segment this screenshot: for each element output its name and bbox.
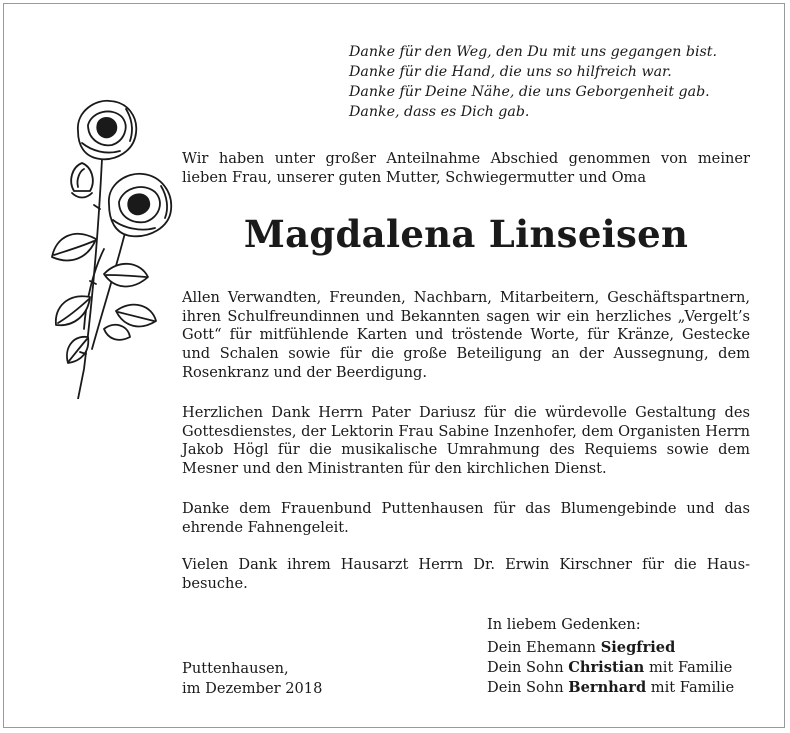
place-date — [182, 659, 322, 699]
intro-text: Wir haben unter großer Anteilnahme Abschied genommen von meiner lieben Frau, unserer guten Mutter, Schwiegermutter und Oma — [182, 150, 750, 186]
relative-name: Bernhard — [568, 679, 647, 696]
date: im Dezember 2018 — [182, 680, 323, 697]
relative-prefix: Dein Sohn — [487, 679, 564, 696]
poem-line: Danke für den Weg, den Du mit uns gegangen bist. — [349, 44, 718, 60]
relative-name: Christian — [568, 659, 645, 676]
poem-line: Danke für die Hand, die uns so hilfreich war. — [349, 64, 672, 80]
thanks-paragraph: Allen Verwandten, Freunden, Nachbarn, Mitarbeitern, Geschäftspartnern, ihren Schulfreundinnen und Bekannten sagen wir ein herzliches „Vergelt’s Gott“ für mitfühlende Karten und tröstende Worte, für Kränze, Gestecke und Schalen sowie für die große Beteiligung an der Aussegnung, dem Rosenkranz und der Beerdigung. — [182, 289, 750, 381]
place: Puttenhausen, — [182, 660, 289, 677]
relative-suffix: mit Familie — [648, 659, 733, 676]
deceased-name: Magdalena Linseisen — [243, 212, 689, 256]
relative-line — [487, 658, 734, 678]
relative-line — [487, 638, 734, 658]
in-memory-label: In liebem Gedenken: — [487, 616, 641, 633]
relative-line — [487, 678, 734, 698]
poem-line: Danke für Deine Nähe, die uns Geborgenheit gab. — [349, 84, 710, 100]
poem — [349, 42, 769, 122]
thanks-paragraph: Danke dem Frauenbund Puttenhausen für das Blumengebinde und das ehrende Fahnengeleit. — [182, 500, 750, 536]
relative-prefix: Dein Sohn — [487, 659, 564, 676]
obituary-card — [3, 3, 785, 728]
rose-icon — [44, 99, 174, 399]
relative-name: Siegfried — [600, 639, 676, 656]
thanks-paragraph: Vielen Dank ihrem Hausarzt Herrn Dr. Erwin Kirschner für die Hausbesuche. — [182, 556, 750, 592]
relative-suffix: mit Familie — [650, 679, 735, 696]
relative-prefix: Dein Ehemann — [487, 639, 597, 656]
poem-line: Danke, dass es Dich gab. — [349, 104, 530, 120]
thanks-paragraph: Herzlichen Dank Herrn Pater Dariusz für die würdevolle Gestaltung des Gottesdienstes, der Lektorin Frau Sabine Inzenhofer, dem Organisten Herrn Jakob Högl für die musikalische Umrahmung des Requiems sowie dem Mesner und den Ministranten für den kirchlichen Dienst. — [182, 404, 750, 478]
relatives-list — [487, 638, 734, 698]
